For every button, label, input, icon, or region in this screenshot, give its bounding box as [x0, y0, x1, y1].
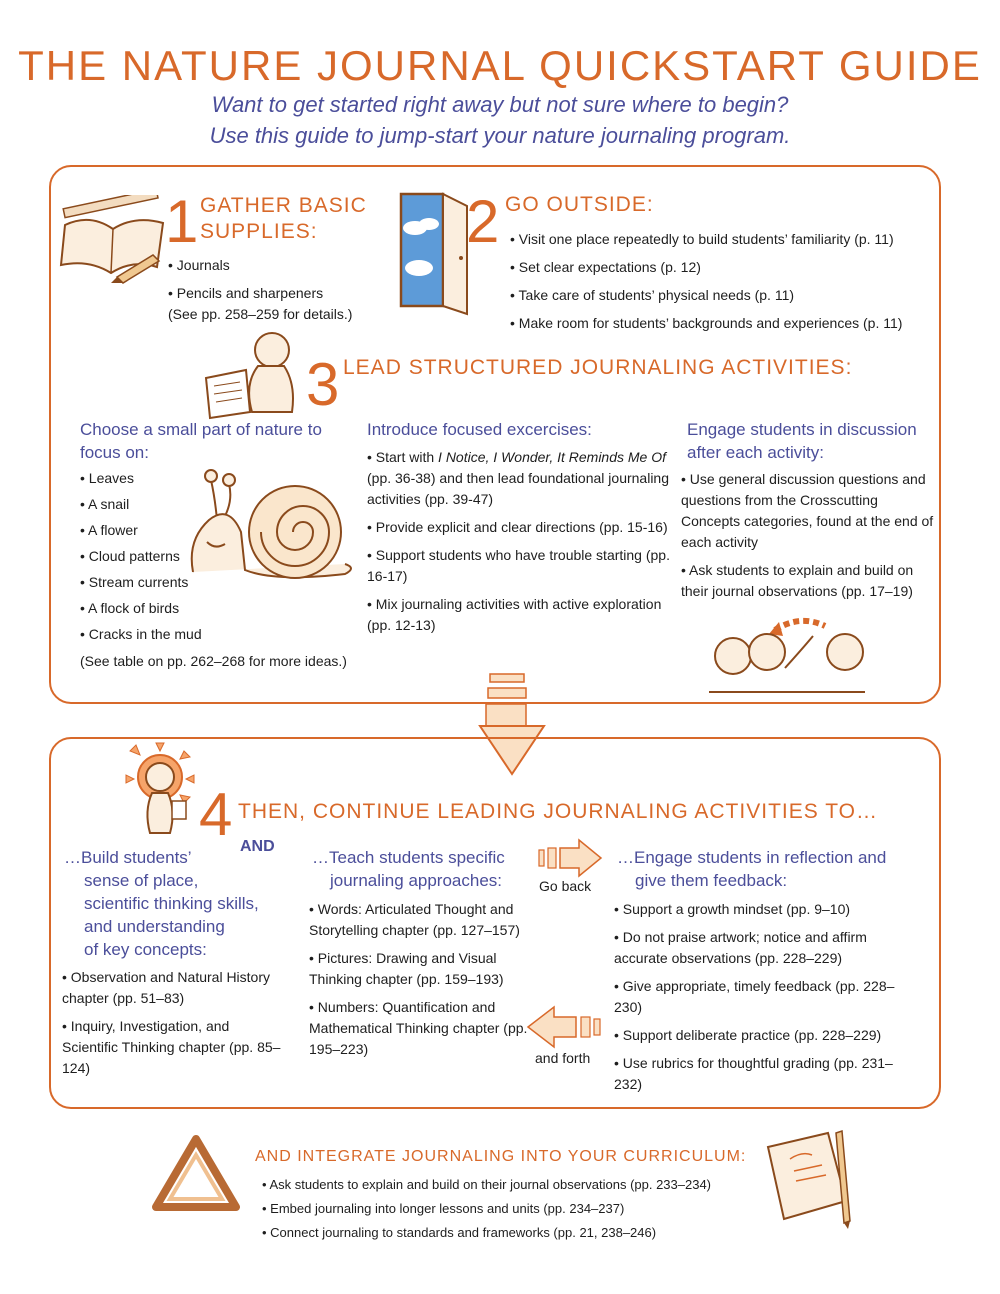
- step-2-number: 2: [466, 188, 500, 255]
- list-item: • Do not praise artwork; notice and affirm accurate observations (pp. 228–229): [614, 927, 914, 969]
- list-item: • A flock of birds: [80, 598, 260, 619]
- step-1-note: (See pp. 258–259 for details.): [168, 306, 353, 322]
- list-item: • Inquiry, Investigation, and Scientific Thinking chapter (pp. 85–124): [62, 1016, 287, 1079]
- and-label: AND: [240, 838, 275, 855]
- heading-line: journaling approaches:: [330, 871, 503, 890]
- list-item: • Words: Articulated Thought and Storytelling chapter (pp. 127–157): [309, 899, 529, 941]
- page-title: THE NATURE JOURNAL QUICKSTART GUIDE: [18, 42, 982, 89]
- list-item: • Make room for students’ backgrounds and experiences (p. 11): [510, 313, 935, 334]
- step-3-col-1-heading-line-2: focus on:: [80, 443, 149, 462]
- step-3-col-2-heading: Introduce focused excercises:: [367, 420, 592, 439]
- list-item: • Mix journaling activities with active exploration (pp. 12-13): [367, 594, 672, 636]
- list-item: [367, 447, 672, 510]
- subtitle-line-1: Want to get started right away but not sure where to begin?: [211, 92, 789, 117]
- list-item: • Stream currents: [80, 572, 260, 593]
- heading-line: …Build students’: [64, 848, 192, 867]
- list-item: • Embed journaling into longer lessons and units (pp. 234–237): [262, 1200, 762, 1218]
- heading-line: sense of place,: [84, 871, 199, 890]
- step-4-number: 4: [199, 781, 233, 848]
- list-item: • Numbers: Quantification and Mathematical Thinking chapter (pp. 195–223): [309, 997, 529, 1060]
- list-item: • A flower: [80, 520, 260, 541]
- list-item: • Cloud patterns: [80, 546, 260, 567]
- list-item: • Ask students to explain and build on their journal observations (pp. 233–234): [262, 1176, 762, 1194]
- triangle-loop-icon: [148, 1133, 243, 1215]
- go-back-label: Go back: [539, 878, 592, 894]
- step-3-col-1-note: (See table on pp. 262–268 for more ideas.): [80, 653, 347, 669]
- step-4-col-1-heading: [64, 846, 259, 961]
- step-4-col-3-heading: [617, 846, 886, 892]
- step-1-number: 1: [165, 188, 199, 255]
- integrate-list: [262, 1176, 762, 1248]
- step-4-col-1-list: [62, 967, 287, 1086]
- students-discussing-icon: [705, 612, 870, 694]
- step-4-heading: THEN, CONTINUE LEADING JOURNALING ACTIVITIES TO…: [238, 800, 878, 823]
- step-2-list: [510, 229, 935, 341]
- integrate-heading: AND INTEGRATE JOURNALING INTO YOUR CURRICULUM:: [255, 1148, 747, 1165]
- list-item: • Cracks in the mud: [80, 624, 260, 645]
- step-3-col-1-heading-line-1: Choose a small part of nature to: [80, 420, 322, 439]
- and-forth-label: and forth: [535, 1050, 591, 1066]
- step-3-col-3-heading: [687, 418, 917, 464]
- list-item: • Leaves: [80, 468, 260, 489]
- list-item: • A snail: [80, 494, 260, 515]
- list-item-text: (pp. 36-38) and then lead foundational journaling activities (pp. 39-47): [367, 470, 670, 507]
- open-door-icon: [395, 188, 475, 318]
- list-item: • Connect journaling to standards and frameworks (pp. 21, 238–246): [262, 1224, 762, 1242]
- step-3-heading: LEAD STRUCTURED JOURNALING ACTIVITIES:: [343, 356, 853, 379]
- step-4-col-2-list: [309, 899, 529, 1067]
- subtitle-line-2: Use this guide to jump-start your nature journaling program.: [209, 123, 791, 148]
- journal-pencil-icon: [55, 195, 170, 285]
- heading-line: and understanding: [84, 917, 225, 936]
- list-item: • Journals: [168, 255, 368, 276]
- heading-line: …Teach students specific: [312, 848, 505, 867]
- step-4-col-2-heading: [312, 846, 505, 892]
- list-item: • Pictures: Drawing and Visual Thinking chapter (pp. 159–193): [309, 948, 529, 990]
- right-arrow-icon: [537, 838, 603, 878]
- list-item: • Use rubrics for thoughtful grading (pp. 231–232): [614, 1053, 914, 1095]
- step-4-col-3-list: [614, 899, 914, 1102]
- list-item: • Ask students to explain and build on their journal observations (pp. 17–19): [681, 560, 936, 602]
- step-1-heading: [200, 193, 367, 245]
- heading-line: …Engage students in reflection and: [617, 848, 887, 867]
- step-1-list: [168, 255, 368, 304]
- heading-line: scientific thinking skills,: [84, 894, 259, 913]
- step-3-col-2-list: [367, 447, 672, 643]
- step-3-number: 3: [306, 351, 340, 418]
- left-arrow-icon: [526, 1005, 604, 1049]
- notebook-pencil-icon: [750, 1125, 860, 1230]
- list-item: • Use general discussion questions and questions from the Crosscutting Concepts categories, found at the end of each activity: [681, 469, 936, 553]
- list-item: • Give appropriate, timely feedback (pp. 228–230): [614, 976, 914, 1018]
- list-item-italic-text: I Notice, I Wonder, It Reminds Me Of: [438, 449, 667, 465]
- list-item: • Pencils and sharpeners: [168, 283, 368, 304]
- list-item: • Take care of students’ physical needs (p. 11): [510, 285, 935, 306]
- list-item: • Support a growth mindset (pp. 9–10): [614, 899, 914, 920]
- step-3-col-1-heading: [80, 418, 322, 464]
- snail-icon: [185, 460, 360, 585]
- list-item: • Visit one place repeatedly to build students’ familiarity (p. 11): [510, 229, 935, 250]
- step-3-col-3-heading-line-1: Engage students in discussion: [687, 420, 917, 439]
- step-1-heading-line-1: GATHER BASIC: [200, 194, 367, 217]
- step-1-heading-line-2: SUPPLIES:: [200, 220, 318, 243]
- step-3-col-3-list: [681, 469, 936, 609]
- list-item: • Support deliberate practice (pp. 228–229): [614, 1025, 914, 1046]
- step-3-col-3-heading-line-2: after each activity:: [687, 443, 825, 462]
- heading-line: give them feedback:: [635, 871, 788, 890]
- list-item: • Set clear expectations (p. 12): [510, 257, 935, 278]
- list-item: • Observation and Natural History chapter (pp. 51–83): [62, 967, 287, 1009]
- heading-line: of key concepts:: [84, 940, 207, 959]
- step-2-heading: GO OUTSIDE:: [505, 193, 654, 216]
- list-item: • Support students who have trouble starting (pp. 16-17): [367, 545, 672, 587]
- sun-person-icon: [120, 741, 205, 839]
- person-journaling-icon: [200, 328, 305, 420]
- list-item-text: Start with: [375, 449, 439, 465]
- list-item: • Provide explicit and clear directions (pp. 15-16): [367, 517, 672, 538]
